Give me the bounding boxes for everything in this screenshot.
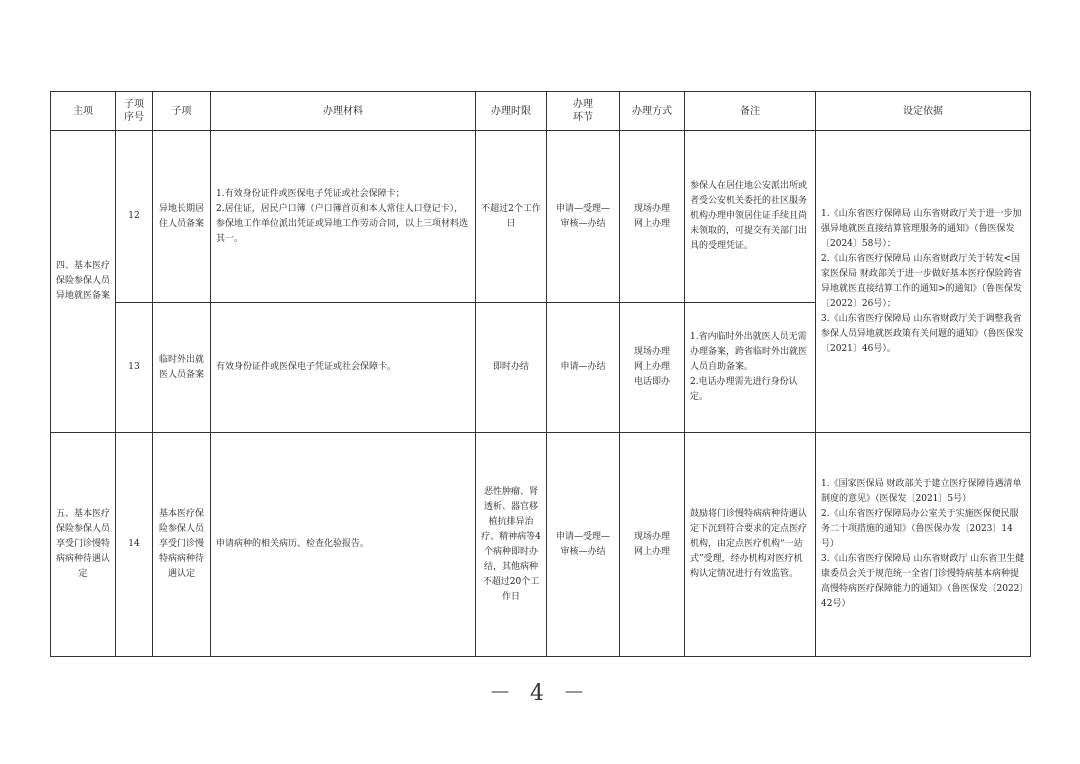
sub-item-cell: 基本医疗保险参保人员享受门诊慢特病病种待遇认定 <box>153 433 211 657</box>
header-method: 办理方式 <box>620 92 685 131</box>
header-steps: 办理 环节 <box>547 92 620 131</box>
header-sub-no: 子项 序号 <box>116 92 153 131</box>
header-main-item: 主项 <box>51 92 116 131</box>
header-remark: 备注 <box>685 92 816 131</box>
header-sub-item: 子项 <box>153 92 211 131</box>
method-cell: 现场办理 网上办理 <box>620 433 685 657</box>
method-cell: 现场办理 网上办理 电话即办 <box>620 303 685 433</box>
sub-item-cell: 临时外出就医人员备案 <box>153 303 211 433</box>
header-materials: 办理材料 <box>211 92 476 131</box>
basis-cell: 1.《国家医保局 财政部关于建立医疗保障待遇清单制度的意见》（医保发〔2021〕5号） 2.《山东省医疗保障局办公室关于实施医保便民服务二十项措施的通知》（鲁医保办发〔2023〕14号） 3.《山东省医疗保障局 山东省财政厅 山东省卫生健康委员会关于规范统一全省门诊慢特病基本病种提高慢特病医疗保障能力的通知》（鲁医保发〔2022〕42号） <box>816 433 1031 657</box>
time-limit-cell: 即时办结 <box>476 303 547 433</box>
materials-cell: 1.有效身份证件或医保电子凭证或社会保障卡； 2.居住证，居民户口簿（户口簿首页和本人常住人口登记卡），参保地工作单位派出凭证或异地工作劳动合同，以上三项材料选其一。 <box>211 131 476 303</box>
header-time-limit: 办理时限 <box>476 92 547 131</box>
remark-cell: 参保人在居住地公安派出所或者受公安机关委托的社区服务机构办理申领居住证手续且尚未领取的，可提交有关部门出具的受理凭证。 <box>685 131 816 303</box>
remark-cell: 鼓励将门诊慢特病病种待遇认定下沉到符合要求的定点医疗机构，由定点医疗机构“一站式”受理，经办机构对医疗机构认定情况进行有效监管。 <box>685 433 816 657</box>
sub-no-cell: 12 <box>116 131 153 303</box>
remark-cell: 1.省内临时外出就医人员无需办理备案，跨省临时外出就医人员自助备案。 2.电话办理需先进行身份认定。 <box>685 303 816 433</box>
header-row <box>51 92 1031 131</box>
sub-no-cell: 13 <box>116 303 153 433</box>
table-row <box>51 131 1031 303</box>
method-cell: 现场办理 网上办理 <box>620 131 685 303</box>
steps-cell: 申请—受理—审核—办结 <box>547 131 620 303</box>
time-limit-cell: 恶性肿瘤、肾透析、器官移植抗排异治疗、精神病等4个病种即时办结，其他病种不超过20个工作日 <box>476 433 547 657</box>
table-row <box>51 433 1031 657</box>
sub-item-cell: 异地长期居住人员备案 <box>153 131 211 303</box>
steps-cell: 申请—受理—审核—办结 <box>547 433 620 657</box>
materials-cell: 申请病种的相关病历、检查化验报告。 <box>211 433 476 657</box>
basis-cell: 1.《山东省医疗保障局 山东省财政厅关于进一步加强异地就医直接结算管理服务的通知》（鲁医保发〔2024〕58号）； 2.《山东省医疗保障局 山东省财政厅关于转发<国家医保局 财政部关于进一步做好基本医疗保险跨省异地就医直接结算工作的通知>的通知》（鲁医保发〔2022〕26号）； 3.《山东省医疗保障局 山东省财政厅关于调整我省参保人员异地就医政策有关问题的通知》（鲁医保发〔2021〕46号）。 <box>816 131 1031 433</box>
main-item-cell: 五、基本医疗保险参保人员享受门诊慢特病病种待遇认定 <box>51 433 116 657</box>
page-number: － 4 － <box>489 681 591 706</box>
main-item-cell: 四、基本医疗保险参保人员异地就医备案 <box>51 131 116 433</box>
services-table <box>50 91 1031 657</box>
materials-cell: 有效身份证件或医保电子凭证或社会保障卡。 <box>211 303 476 433</box>
sub-no-cell: 14 <box>116 433 153 657</box>
time-limit-cell: 不超过2个工作日 <box>476 131 547 303</box>
header-basis: 设定依据 <box>816 92 1031 131</box>
steps-cell: 申请—办结 <box>547 303 620 433</box>
